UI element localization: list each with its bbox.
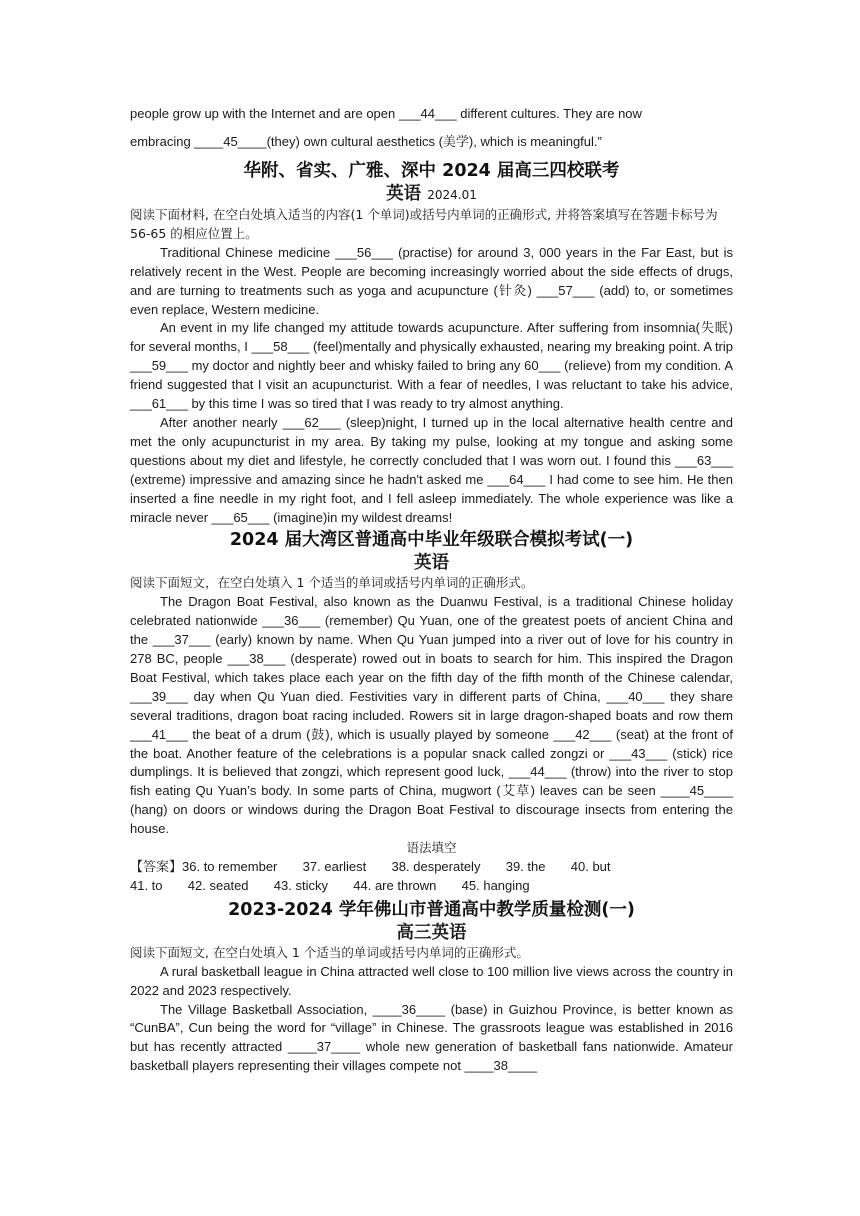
section3-instruction: 阅读下面短文, 在空白处填入 1 个适当的单词或括号内单词的正确形式。 <box>130 944 529 960</box>
section1-paragraph-3: After another nearly ___62___ (sleep)night, I turned up in the local alternative health centre and met the only acupuncturist in my area. By taking my pulse, looking at my tongue and asking some questions about my diet and lifestyle, he correctly concluded that I was worn out. I found this ___63___ (extreme) impressive and amazing since he hadn't asked me ___64___ I had come to see him. He then inserted a fine needle in my right foot, and I fell asleep immediately. The whole experience was like a miracle never ___65___ (imagine)in my wildest dreams! <box>130 414 733 525</box>
section2-title: 2024 届大湾区普通高中毕业年级联合模拟考试(一) <box>229 530 634 551</box>
section1-subtitle: 英语 <box>386 184 422 204</box>
section1-date: 2024.01 <box>427 188 477 202</box>
section1-title: 华附、省实、广雅、深中 2024 届高三四校联考 <box>243 161 620 181</box>
section1-paragraph-1: Traditional Chinese medicine ___56___ (practise) for around 3, 000 years in the Far East, but is relatively recent in the West. People are becoming increasingly worried about the side effects of drugs, and are turning to treatments such as yoga and acupuncture (针灸) ___57___ (add) to, or sometimes even replace, Western medicine. <box>130 244 733 317</box>
section1-instruction: 阅读下面材料, 在空白处填入适当的内容(1 个单词)或括号内单词的正确形式, 并将答案填写在答题卡标号为 56-65 的相应位置上。 <box>130 207 718 241</box>
section2-grammar-label: 语法填空 <box>406 840 457 856</box>
section2-instruction: 阅读下面短文，在空白处填入 1 个适当的单词或括号内单词的正确形式。 <box>130 575 534 591</box>
answer-label: 【答案】 <box>130 859 183 874</box>
section2-subtitle: 英语 <box>414 553 449 574</box>
section3-paragraph-2: The Village Basketball Association, ____36____ (base) in Guizhou Province, is better known as “CunBA”, Cun being the word for “village” in Chinese. The grassroots league was established in 2016 but has recently attracted ____37____ whole new generation of basketball fans nationwide. Amateur basketball players representing their villages compete not ____38____ <box>130 1001 733 1074</box>
answers-line-1: 36. to remember 37. earliest 38. desperately 39. the 40. but <box>182 859 611 874</box>
intro-line-1: people grow up with the Internet and are open ___44___ different cultures. They are now <box>130 106 642 121</box>
section1-subtitle-row <box>130 183 733 206</box>
intro-line-2: embracing ____45____(they) own cultural aesthetics (美学), which is meaningful.” <box>130 134 602 149</box>
document-page <box>130 100 733 1076</box>
section3-subtitle: 高三英语 <box>396 922 467 943</box>
section2-paragraph: The Dragon Boat Festival, also known as the Duanwu Festival, is a traditional Chinese holiday celebrated nationwide ___36___ (remember) Qu Yuan, one of the greatest poets of ancient China and the ___37___ (early) known by name. When Qu Yuan jumped into a river out of love for his country in 278 BC, people ___38___ (desperate) rowed out in boats to search for him. This inspired the Dragon Boat Festival, which takes place each year on the fifth day of the fifth month of the Chinese calendar, ___39___ day when Qu Yuan died. Festivities vary in different parts of China, ___40___ they share several traditions, dragon boat racing included. Rowers sit in large dragon-shaped boats and row them ___41___ the beat of a drum (鼓), which is usually played by someone ___42___ (seat) at the front of the boat. Another feature of the celebrations is a popular snack called zongzi or ___43___ (stick) rice dumplings. It is believed that zongzi, which represent good luck, ___44___ (throw) into the river to stop fish eating Qu Yuan’s body. In some parts of China, mugwort (艾草) leaves can be seen ____45____ (hang) on doors or windows during the Dragon Boat Festival to discourage insects from entering the house. <box>130 594 733 837</box>
section3-title: 2023-2024 学年佛山市普通高中教学质量检测(一) <box>228 899 635 920</box>
section2-answers-2: 41. to 42. seated 43. sticky 44. are thrown 45. hanging <box>130 877 530 893</box>
section3-paragraph-1: A rural basketball league in China attracted well close to 100 million live views across the country in 2022 and 2023 respectively. <box>130 963 733 998</box>
section1-paragraph-2: An event in my life changed my attitude towards acupuncture. After suffering from insomnia(失眠) for several months, I ___58___ (feel)mentally and physically exhausted, nearing my breaking point. A trip ___59___ my doctor and nightly beer and whisky failed to bring any 60___ (relieve) from my condition. A friend suggested that I visit an acupuncturist. With a fear of needles, I was reluctant to take his advice, ___61___ by this time I was so tired that I was ready to try almost anything. <box>130 320 733 412</box>
section2-answers-1 <box>130 858 733 877</box>
